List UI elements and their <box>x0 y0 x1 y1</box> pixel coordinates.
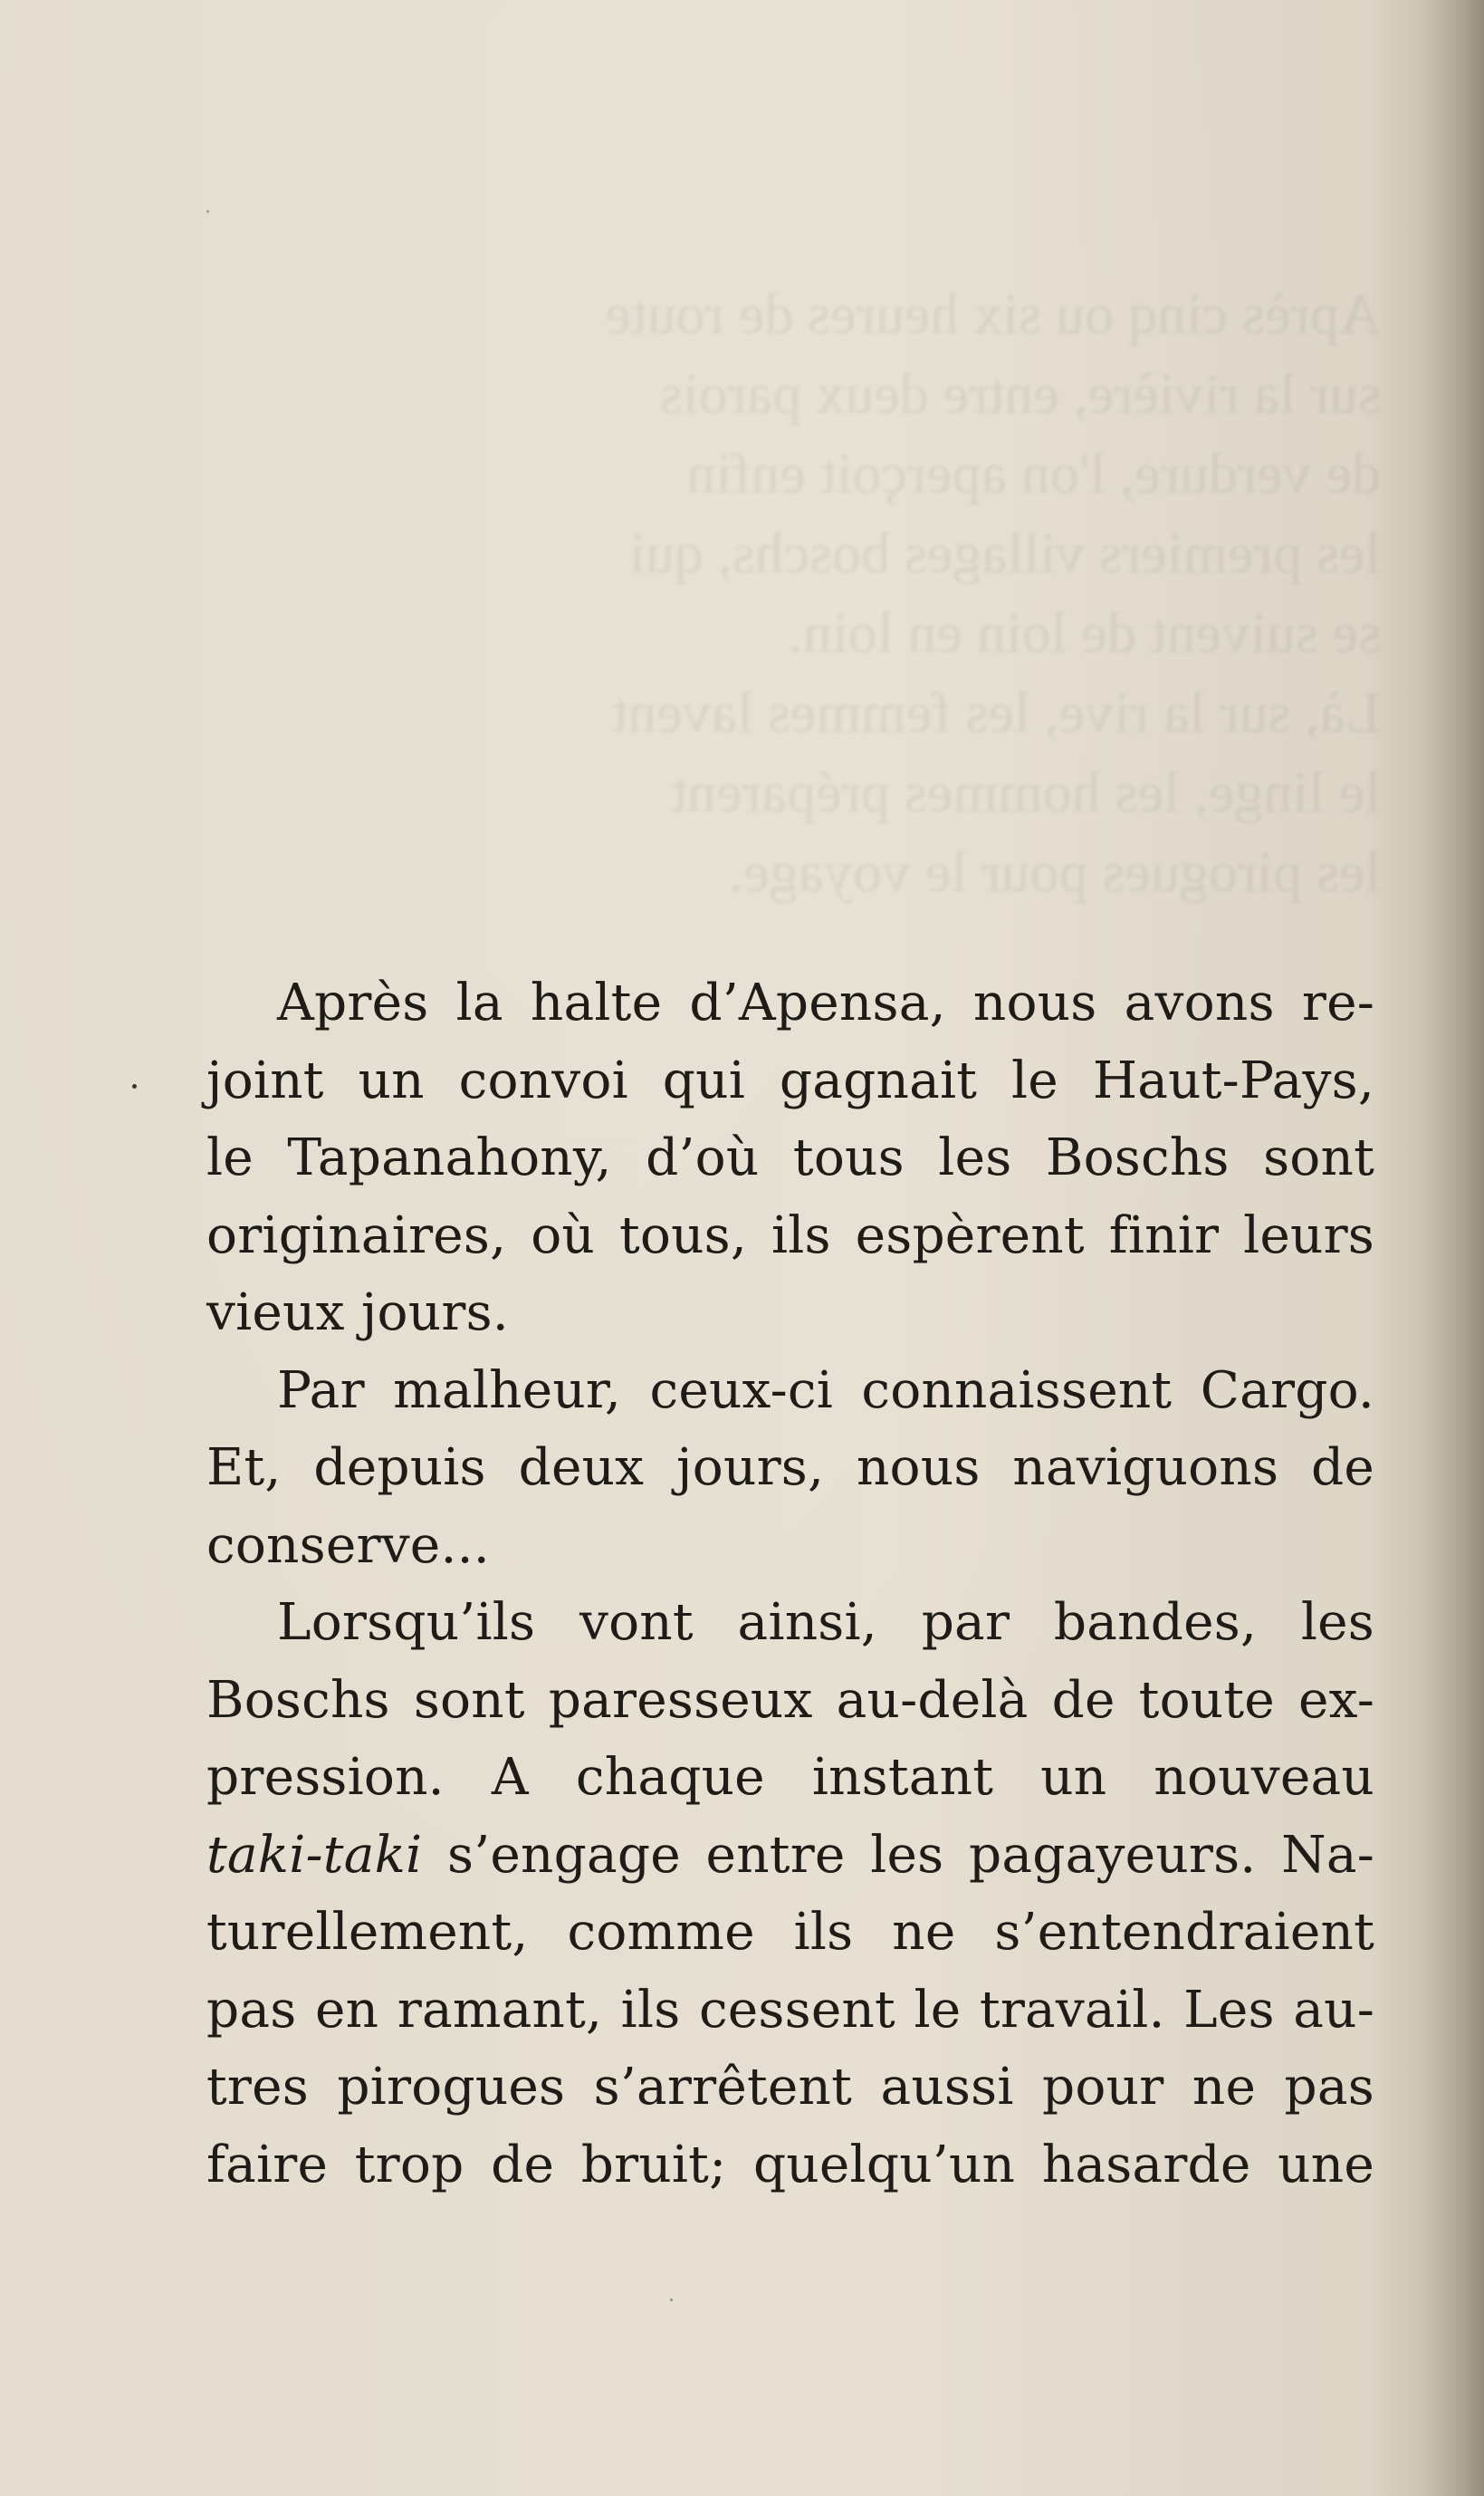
text-line: vieux jours. <box>206 1283 509 1342</box>
paper-speck <box>132 1084 137 1089</box>
text-line: Après la halte d’Apensa, nous avons re- <box>277 974 1374 1032</box>
body-text <box>206 965 1374 2203</box>
text-line-with-italic <box>206 1817 1374 1895</box>
paragraph-1 <box>206 965 1374 1352</box>
text-line: Boschs sont paresseux au-delà de toute ex- <box>206 1670 1374 1730</box>
text-line: originaires, où tous, ils espèrent finir leurs <box>206 1205 1374 1265</box>
text-line: le Tapanahony, d’où tous les Boschs sont <box>206 1128 1374 1187</box>
text-line: joint un convoi qui gagnait le Haut-Pays, <box>206 1051 1374 1110</box>
page-edge-shadow <box>1421 0 1484 2496</box>
paper-speck <box>670 2299 673 2301</box>
italic-term: taki-taki <box>206 1825 423 1885</box>
text-line: tres pirogues s’arrêtent aussi pour ne pas <box>206 2058 1374 2117</box>
text-line: turellement, comme ils ne s’entendraient <box>206 1903 1374 1962</box>
paragraph-3 <box>206 1584 1374 2203</box>
paragraph-2 <box>206 1352 1374 1585</box>
text-line: faire trop de bruit; quelqu’un hasarde une <box>206 2135 1374 2194</box>
text-line-rest: s’engage entre les pagayeurs. Na- <box>447 1825 1374 1885</box>
text-line: Par malheur, ceux-ci connaissent Cargo. <box>277 1360 1374 1420</box>
text-line: pression. A chaque instant un nouveau <box>206 1748 1374 1807</box>
text-line: pas en ramant, ils cessent le travail. Les au- <box>206 1980 1374 2040</box>
text-line: conserve... <box>206 1515 490 1575</box>
show-through-reverse-text: Après cinq ou six heures de route sur la rivière, entre deux parois de verdure, l'on aperçoit enfin les premiers villages boschs, qui se suivent de loin en loin. Là, sur la rive, les femmes lavent le linge, les hommes préparent les pirogues pour le voyage. <box>605 282 1381 904</box>
text-line: Lorsqu’ils vont ainsi, par bandes, les <box>277 1593 1374 1652</box>
text-line: Et, depuis deux jours, nous naviguons de <box>206 1438 1374 1497</box>
paper-speck <box>206 210 209 213</box>
